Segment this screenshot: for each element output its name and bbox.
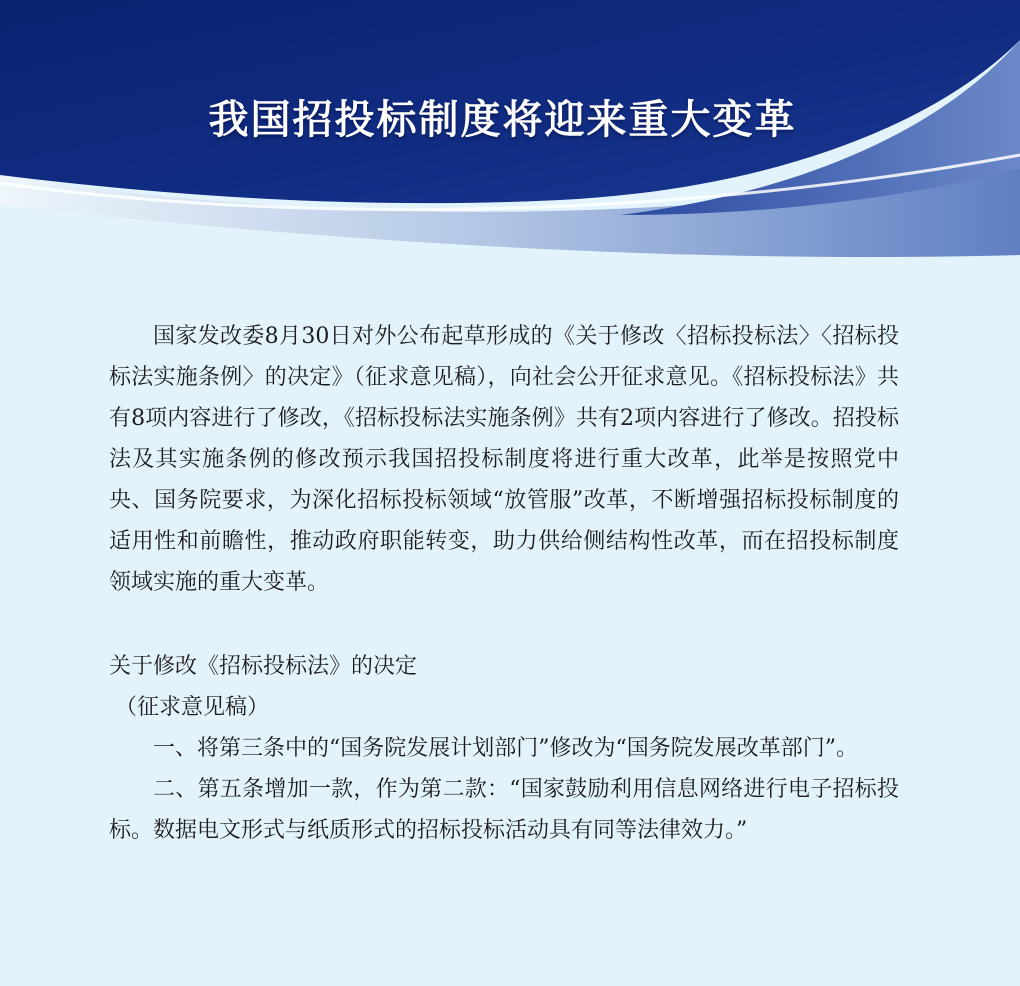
section-spacer bbox=[109, 603, 899, 646]
page-title: 我国招投标制度将迎来重大变革 bbox=[208, 97, 797, 143]
article-body bbox=[109, 316, 899, 851]
intro-paragraph: 国家发改委8月30日对外公布起草形成的《关于修改〈招标投标法〉〈招标投标法实施条例〉的决定》（征求意见稿），向社会公开征求意见。《招标投标法》共有8项内容进行了修改，《招标投标法实施条例》共有2项内容进行了修改。招投标法及其实施条例的修改预示我国招投标制度将进行重大改革，此举是按照党中央、国务院要求，为深化招标投标领域“放管服”改革，不断增强招标投标制度的适用性和前瞻性，推动政府职能转变，助力供给侧结构性改革，而在招投标制度领域实施的重大变革。 bbox=[109, 324, 899, 595]
decision-item-2: 二、第五条增加一款，作为第二款：“国家鼓励利用信息网络进行电子招标投标。数据电文形式与纸质形式的招标投标活动具有同等法律效力。” bbox=[109, 777, 899, 843]
decision-heading: 关于修改《招标投标法》的决定 bbox=[109, 654, 418, 679]
decision-item-1: 一、将第三条中的“国务院发展计划部门”修改为“国务院发展改革部门”。 bbox=[153, 736, 858, 761]
decision-subheading: （征求意见稿） bbox=[115, 695, 270, 720]
header-banner bbox=[0, 0, 1020, 270]
